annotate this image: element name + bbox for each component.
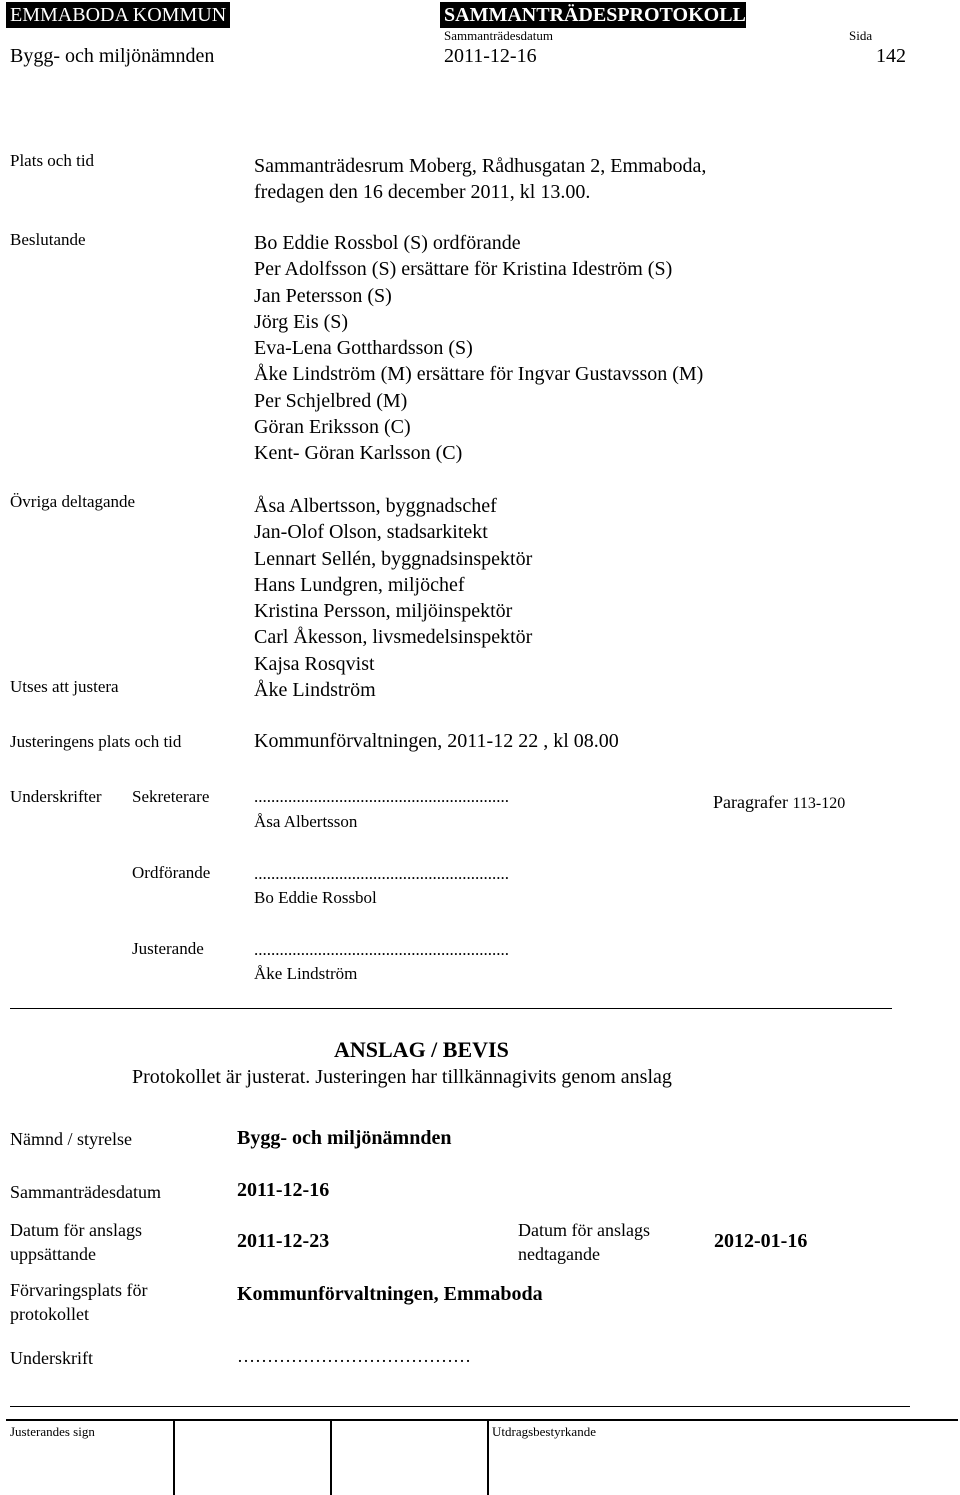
participant: Jan-Olof Olson, stadsarkitekt (254, 521, 488, 544)
signature-line: ………………………………… (237, 1346, 471, 1366)
organization-name: EMMABODA KOMMUN (6, 2, 230, 28)
board-value: Bygg- och miljönämnden (237, 1127, 452, 1149)
footer-line-top (10, 1406, 910, 1407)
removed-label (518, 1218, 650, 1266)
deciders-list (254, 230, 703, 467)
notice-meeting-date-label: Sammanträdesdatum (10, 1182, 161, 1202)
adjust-place: Kommunförvaltningen, 2011-12 22 , kl 08.00 (254, 730, 619, 752)
removed-label-line-1: Datum för anslags (518, 1220, 650, 1240)
place-line-2: fredagen den 16 december 2011, kl 13.00. (254, 181, 591, 203)
decider: Bo Eddie Rossbol (S) ordförande (254, 232, 521, 254)
storage-label (10, 1278, 147, 1326)
others-list (254, 493, 532, 703)
chair-label: Ordförande (132, 863, 211, 882)
secretary-signature-line: ............................................................ (254, 787, 509, 806)
decider: Göran Eriksson (C) (254, 416, 411, 439)
posted-label-line-1: Datum för anslags (10, 1220, 142, 1240)
decider: Jörg Eis (S) (254, 310, 349, 333)
decider: Per Schjelbred (M) (254, 389, 408, 412)
decider: Per Adolfsson (S) ersättare för Kristina Ideström (S) (254, 258, 673, 281)
paragraphs-label: Paragrafer (713, 792, 788, 812)
footer-divider-2 (330, 1421, 332, 1495)
removed-label-line-2: nedtagande (518, 1244, 600, 1264)
secretary-name: Åsa Albertsson (254, 812, 358, 831)
page-label: Sida (849, 28, 873, 43)
participant: Hans Lundgren, miljöchef (254, 573, 465, 596)
notice-meeting-date: 2011-12-16 (237, 1179, 330, 1201)
decider: Kent- Göran Karlsson (C) (254, 442, 463, 465)
posted-label (10, 1218, 142, 1266)
adjuster-signature-line: ............................................................ (254, 940, 509, 959)
footer-divider-3 (487, 1421, 489, 1495)
removed-date: 2012-01-16 (714, 1230, 808, 1252)
chair-signature-line: ............................................................ (254, 864, 509, 883)
signature-label: Underskrift (10, 1348, 93, 1368)
notice-subtitle: Protokollet är justerat. Justeringen har tillkännagivits genom anslag (132, 1066, 672, 1088)
decider: Åke Lindström (M) ersättare för Ingvar Gustavsson (M) (254, 363, 704, 386)
committee-name: Bygg- och miljönämnden (10, 45, 215, 67)
storage-label-line-2: protokollet (10, 1304, 89, 1324)
adjuster-sign-name: Åke Lindström (254, 964, 358, 983)
document-type: SAMMANTRÄDESPROTOKOLL (440, 2, 746, 28)
adjuster-name: Åke Lindström (254, 679, 376, 702)
decider: Eva-Lena Gotthardsson (S) (254, 337, 473, 360)
participant: Lennart Sellén, byggnadsinspektör (254, 547, 533, 570)
storage-value: Kommunförvaltningen, Emmaboda (237, 1283, 543, 1305)
paragraphs (713, 792, 845, 813)
meeting-date-label: Sammanträdesdatum (444, 28, 554, 43)
deciders-label: Beslutande (10, 230, 86, 249)
secretary-label: Sekreterare (132, 787, 210, 806)
adjusters-sign-label: Justerandes sign (10, 1424, 95, 1439)
storage-label-line-1: Förvaringsplats för (10, 1280, 148, 1300)
place-label: Plats och tid (10, 151, 95, 170)
participant: Kristina Persson, miljöinspektör (254, 600, 513, 623)
adjuster-sign-label: Justerande (132, 939, 204, 958)
page-number: 142 (876, 45, 906, 67)
notice-title: ANSLAG / BEVIS (334, 1037, 509, 1062)
footer-line-thick (6, 1419, 958, 1421)
section-divider (10, 1008, 892, 1009)
chair-name: Bo Eddie Rossbol (254, 888, 377, 907)
footer-divider-1 (173, 1421, 175, 1495)
board-label: Nämnd / styrelse (10, 1129, 132, 1149)
meeting-date: 2011-12-16 (444, 45, 537, 67)
posted-label-line-2: uppsättande (10, 1244, 96, 1264)
adjuster-label: Utses att justera (10, 677, 119, 696)
paragraphs-range: 113-120 (792, 795, 846, 812)
participant: Kajsa Rosqvist (254, 652, 375, 675)
others-label: Övriga deltagande (10, 492, 136, 511)
extract-label: Utdragsbestyrkande (492, 1424, 596, 1439)
posted-date: 2011-12-23 (237, 1230, 330, 1252)
adjust-place-label: Justeringens plats och tid (10, 732, 182, 751)
place-line-1: Sammanträdesrum Moberg, Rådhusgatan 2, Emmaboda, (254, 155, 707, 177)
participant: Carl Åkesson, livsmedelsinspektör (254, 626, 533, 649)
decider: Jan Petersson (S) (254, 284, 392, 307)
participant: Åsa Albertsson, byggnadschef (254, 495, 497, 517)
signatures-label: Underskrifter (10, 787, 102, 806)
